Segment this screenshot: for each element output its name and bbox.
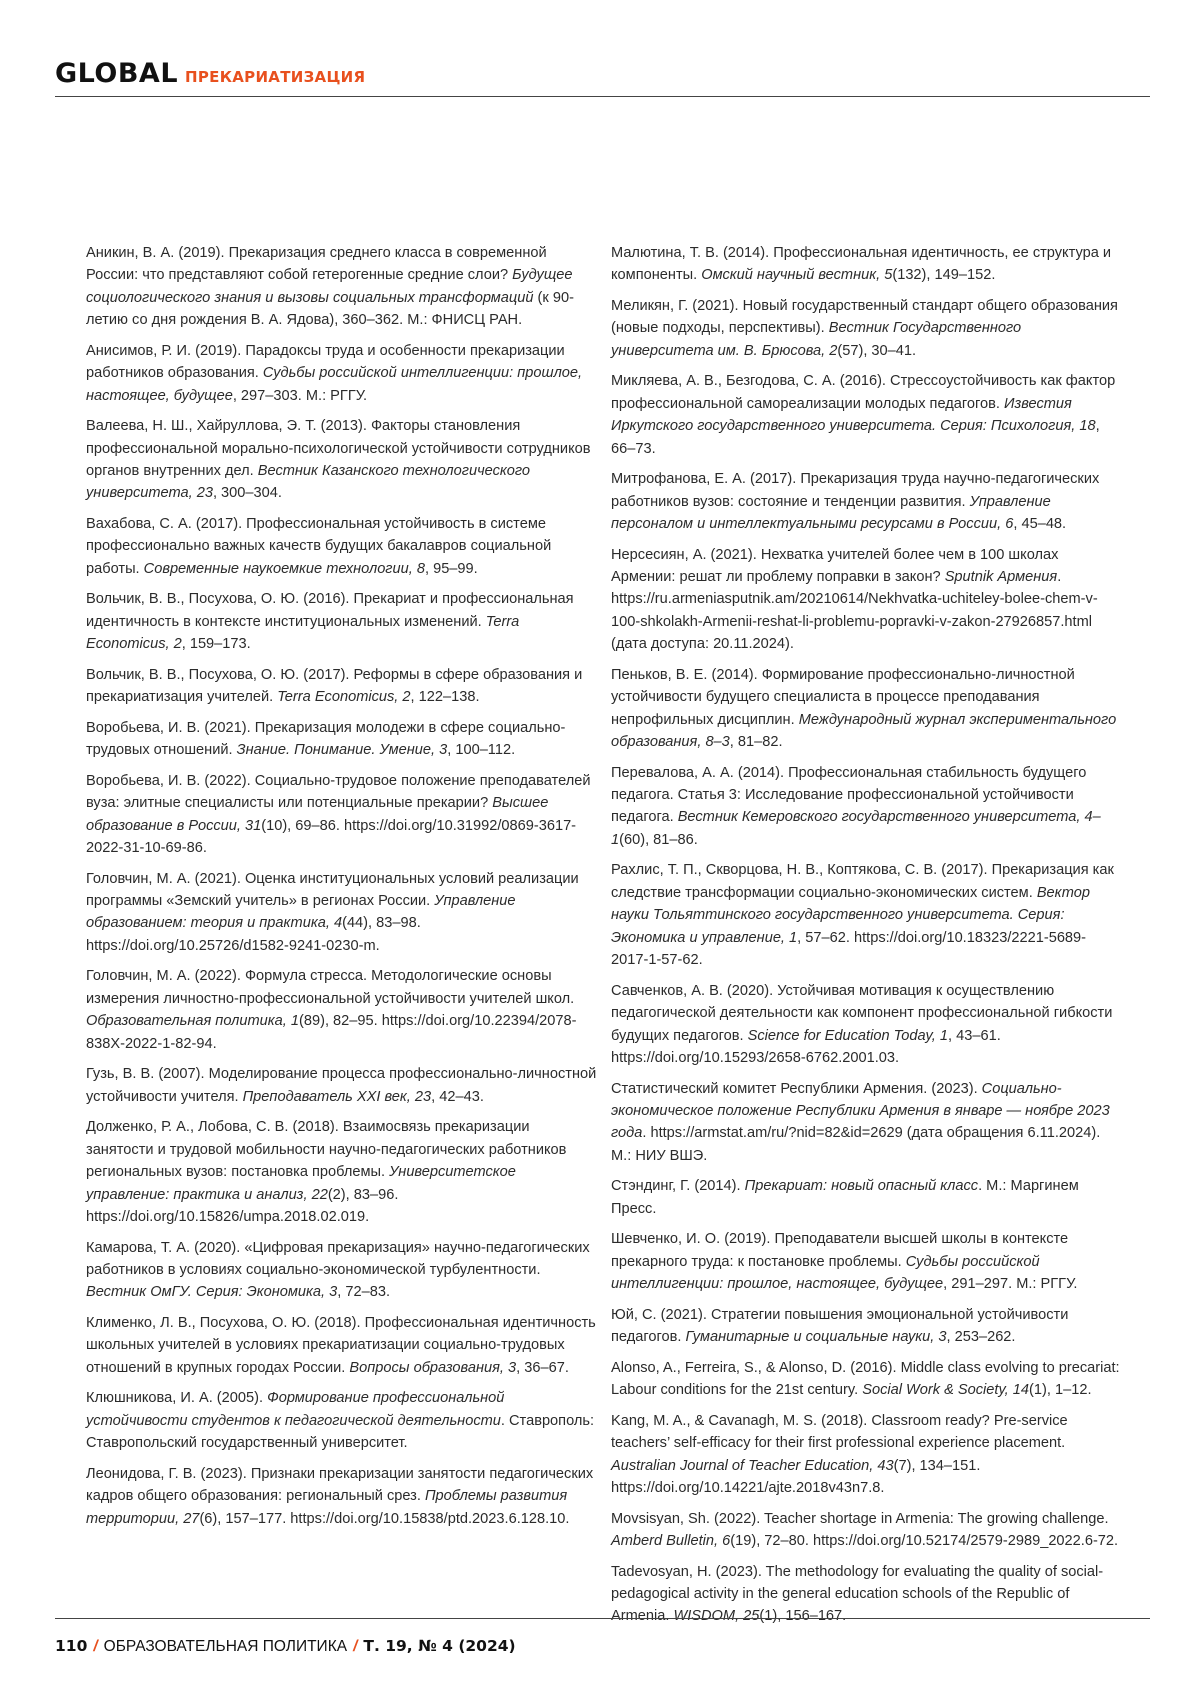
reference-item: Митрофанова, Е. А. (2017). Прекаризация труда научно-педагогических работников вузов: состояние и тенденции развития. Управление персоналом и интеллектуальными ресурсами в России, 6, 45–48.	[611, 468, 1123, 535]
reference-item: Юй, С. (2021). Стратегии повышения эмоциональной устойчивости педагогов. Гуманитарные и социальные науки, 3, 253–262.	[611, 1304, 1123, 1349]
reference-item: Клименко, Л. В., Посухова, О. Ю. (2018). Профессиональная идентичность школьных учителей в условиях прекариатизации социально-трудовых отношений в крупных городах России. Вопросы образования, 3, 36–67.	[86, 1312, 598, 1379]
reference-item: Нерсесиян, А. (2021). Нехватка учителей более чем в 100 школах Армении: решат ли проблему поправки в закон? Sputnik Армения. https://ru.armeniasputnik.am/20210614/Nekhvatka-uchiteley-bolee-chem-v-100-shkolakh-Armenii-reshat-li-problemu-popravki-v-zakon-27926857.html (дата доступа: 20.11.2024).	[611, 544, 1123, 656]
page-number: 110	[55, 1637, 87, 1655]
reference-item: Камарова, Т. А. (2020). «Цифровая прекаризация» научно-педагогических работников в условиях социально-экономической турбулентности. Вестник ОмГУ. Серия: Экономика, 3, 72–83.	[86, 1237, 598, 1304]
reference-item: Воробьева, И. В. (2022). Социально-трудовое положение преподавателей вуза: элитные специалисты или потенциальные прекарии? Высшее образование в России, 31(10), 69–86. https://doi.org/10.31992/0869-3617-2022-31-10-69-86.	[86, 770, 598, 860]
reference-item: Анисимов, Р. И. (2019). Парадоксы труда и особенности прекаризации работников образования. Судьбы российской интеллигенции: прошлое, настоящее, будущее, 297–303. М.: РГГУ.	[86, 340, 598, 407]
footer-separator: /	[353, 1638, 357, 1655]
page-header	[55, 56, 1150, 97]
reference-item: Головчин, М. А. (2022). Формула стресса. Методологические основы измерения личностно-профессиональной устойчивости учителей школ. Образовательная политика, 1(89), 82–95. https://doi.org/10.22394/2078-838X-2022-1-82-94.	[86, 965, 598, 1055]
reference-item: Головчин, М. А. (2021). Оценка институциональных условий реализации программы «Земский учитель» в регионах России. Управление образованием: теория и практика, 4(44), 83–98. https://doi.org/10.25726/d1582-9241-0230-m.	[86, 868, 598, 958]
reference-item: Долженко, Р. А., Лобова, С. В. (2018). Взаимосвязь прекаризации занятости и трудовой мобильности научно-педагогических работников региональных вузов: постановка проблемы. Университетское управление: практика и анализ, 22(2), 83–96. https://doi.org/10.15826/umpa.2018.02.019.	[86, 1116, 598, 1228]
footer-line	[55, 1637, 516, 1656]
page-footer	[55, 1618, 1150, 1619]
reference-item: Клюшникова, И. А. (2005). Формирование профессиональной устойчивости студентов к педагогической деятельности. Ставрополь: Ставропольский государственный университет.	[86, 1387, 598, 1454]
reference-item: Вольчик, В. В., Посухова, О. Ю. (2017). Реформы в сфере образования и прекариатизация учителей. Terra Economicus, 2, 122–138.	[86, 664, 598, 709]
references-right-column	[611, 242, 1123, 1636]
reference-item: Савченков, А. В. (2020). Устойчивая мотивация к осуществлению педагогической деятельности как компонент профессиональной гибкости будущих педагогов. Science for Education Today, 1, 43–61. https://doi.org/10.15293/2658-6762.2001.03.	[611, 980, 1123, 1070]
section-title: ПРЕКАРИАТИЗАЦИЯ	[185, 68, 365, 86]
reference-item: Шевченко, И. О. (2019). Преподаватели высшей школы в контексте прекарного труда: к постановке проблемы. Судьбы российской интеллигенции: прошлое, настоящее, будущее, 291–297. М.: РГГУ.	[611, 1228, 1123, 1295]
reference-item: Kang, M. A., & Cavanagh, M. S. (2018). Classroom ready? Pre-service teachers’ self-efficacy for their first professional experience placement. Australian Journal of Teacher Education, 43(7), 134–151. https://doi.org/10.14221/ajte.2018v43n7.8.	[611, 1410, 1123, 1500]
footer-separator: /	[93, 1638, 97, 1655]
reference-item: Микляева, А. В., Безгодова, С. А. (2016). Стрессоустойчивость как фактор профессиональной самореализации молодых педагогов. Известия Иркутского государственного университета. Серия: Психология, 18, 66–73.	[611, 370, 1123, 460]
reference-item: Стэндинг, Г. (2014). Прекариат: новый опасный класс. М.: Маргинем Пресс.	[611, 1175, 1123, 1220]
reference-item: Перевалова, А. А. (2014). Профессиональная стабильность будущего педагога. Статья 3: Исследование профессиональной устойчивости педагога. Вестник Кемеровского государственного университета, 4–1(60), 81–86.	[611, 762, 1123, 852]
reference-item: Вольчик, В. В., Посухова, О. Ю. (2016). Прекариат и профессиональная идентичность в контексте институциональных изменений. Terra Economicus, 2, 159–173.	[86, 588, 598, 655]
reference-item: Гузь, В. В. (2007). Моделирование процесса профессионально-личностной устойчивости учителя. Преподаватель XXI век, 23, 42–43.	[86, 1063, 598, 1108]
reference-item: Вахабова, С. А. (2017). Профессиональная устойчивость в системе профессионально важных качеств будущих бакалавров социальной работы. Современные наукоемкие технологии, 8, 95–99.	[86, 513, 598, 580]
reference-item: Воробьева, И. В. (2021). Прекаризация молодежи в сфере социально-трудовых отношений. Знание. Понимание. Умение, 3, 100–112.	[86, 717, 598, 762]
reference-item: Аникин, В. А. (2019). Прекаризация среднего класса в современной России: что представляют собой гетерогенные средние слои? Будущее социологического знания и вызовы социальных трансформаций (к 90-летию со дня рождения В. А. Ядова), 360–362. М.: ФНИСЦ РАН.	[86, 242, 598, 332]
reference-item: Статистический комитет Республики Армения. (2023). Социально-экономическое положение Республики Армения в январе — ноябре 2023 года. https://armstat.am/ru/?nid=82&id=2629 (дата обращения 6.11.2024). М.: НИУ ВШЭ.	[611, 1078, 1123, 1168]
reference-item: Малютина, Т. В. (2014). Профессиональная идентичность, ее структура и компоненты. Омский научный вестник, 5(132), 149–152.	[611, 242, 1123, 287]
reference-item: Рахлис, Т. П., Скворцова, Н. В., Коптякова, С. В. (2017). Прекаризация как следствие трансформации социально-экономических систем. Вектор науки Тольяттинского государственного университета. Серия: Экономика и управление, 1, 57–62. https://doi.org/10.18323/2221-5689-2017-1-57-62.	[611, 859, 1123, 971]
references-left-column	[86, 242, 598, 1538]
reference-item: Валеева, Н. Ш., Хайруллова, Э. Т. (2013). Факторы становления профессиональной морально-психологической устойчивости сотрудников органов внутренних дел. Вестник Казанского технологического университета, 23, 300–304.	[86, 415, 598, 505]
reference-item: Леонидова, Г. В. (2023). Признаки прекаризации занятости педагогических кадров общего образования: региональный срез. Проблемы развития территории, 27(6), 157–177. https://doi.org/10.15838/ptd.2023.6.128.10.	[86, 1463, 598, 1530]
reference-item: Movsisyan, Sh. (2022). Teacher shortage in Armenia: The growing challenge. Amberd Bulletin, 6(19), 72–80. https://doi.org/10.52174/2579-2989_2022.6-72.	[611, 1508, 1123, 1553]
journal-volume: Т. 19, № 4 (2024)	[363, 1637, 515, 1655]
reference-item: Tadevosyan, H. (2023). The methodology for evaluating the quality of social-pedagogical activity in the general education schools of the Republic of Armenia. WISDOM, 25(1), 156–167.	[611, 1561, 1123, 1628]
reference-item: Пеньков, В. Е. (2014). Формирование профессионально-личностной устойчивости будущего специалиста в процессе преподавания непрофильных дисциплин. Международный журнал экспериментального образования, 8–3, 81–82.	[611, 664, 1123, 754]
reference-item: Alonso, A., Ferreira, S., & Alonso, D. (2016). Middle class evolving to precariat: Labour conditions for the 21st century. Social Work & Society, 14(1), 1–12.	[611, 1357, 1123, 1402]
brand-logo: GLOBAL	[55, 58, 178, 89]
reference-item: Меликян, Г. (2021). Новый государственный стандарт общего образования (новые подходы, перспективы). Вестник Государственного университета им. В. Брюсова, 2(57), 30–41.	[611, 295, 1123, 362]
journal-name: ОБРАЗОВАТЕЛЬНАЯ ПОЛИТИКА	[104, 1638, 347, 1655]
